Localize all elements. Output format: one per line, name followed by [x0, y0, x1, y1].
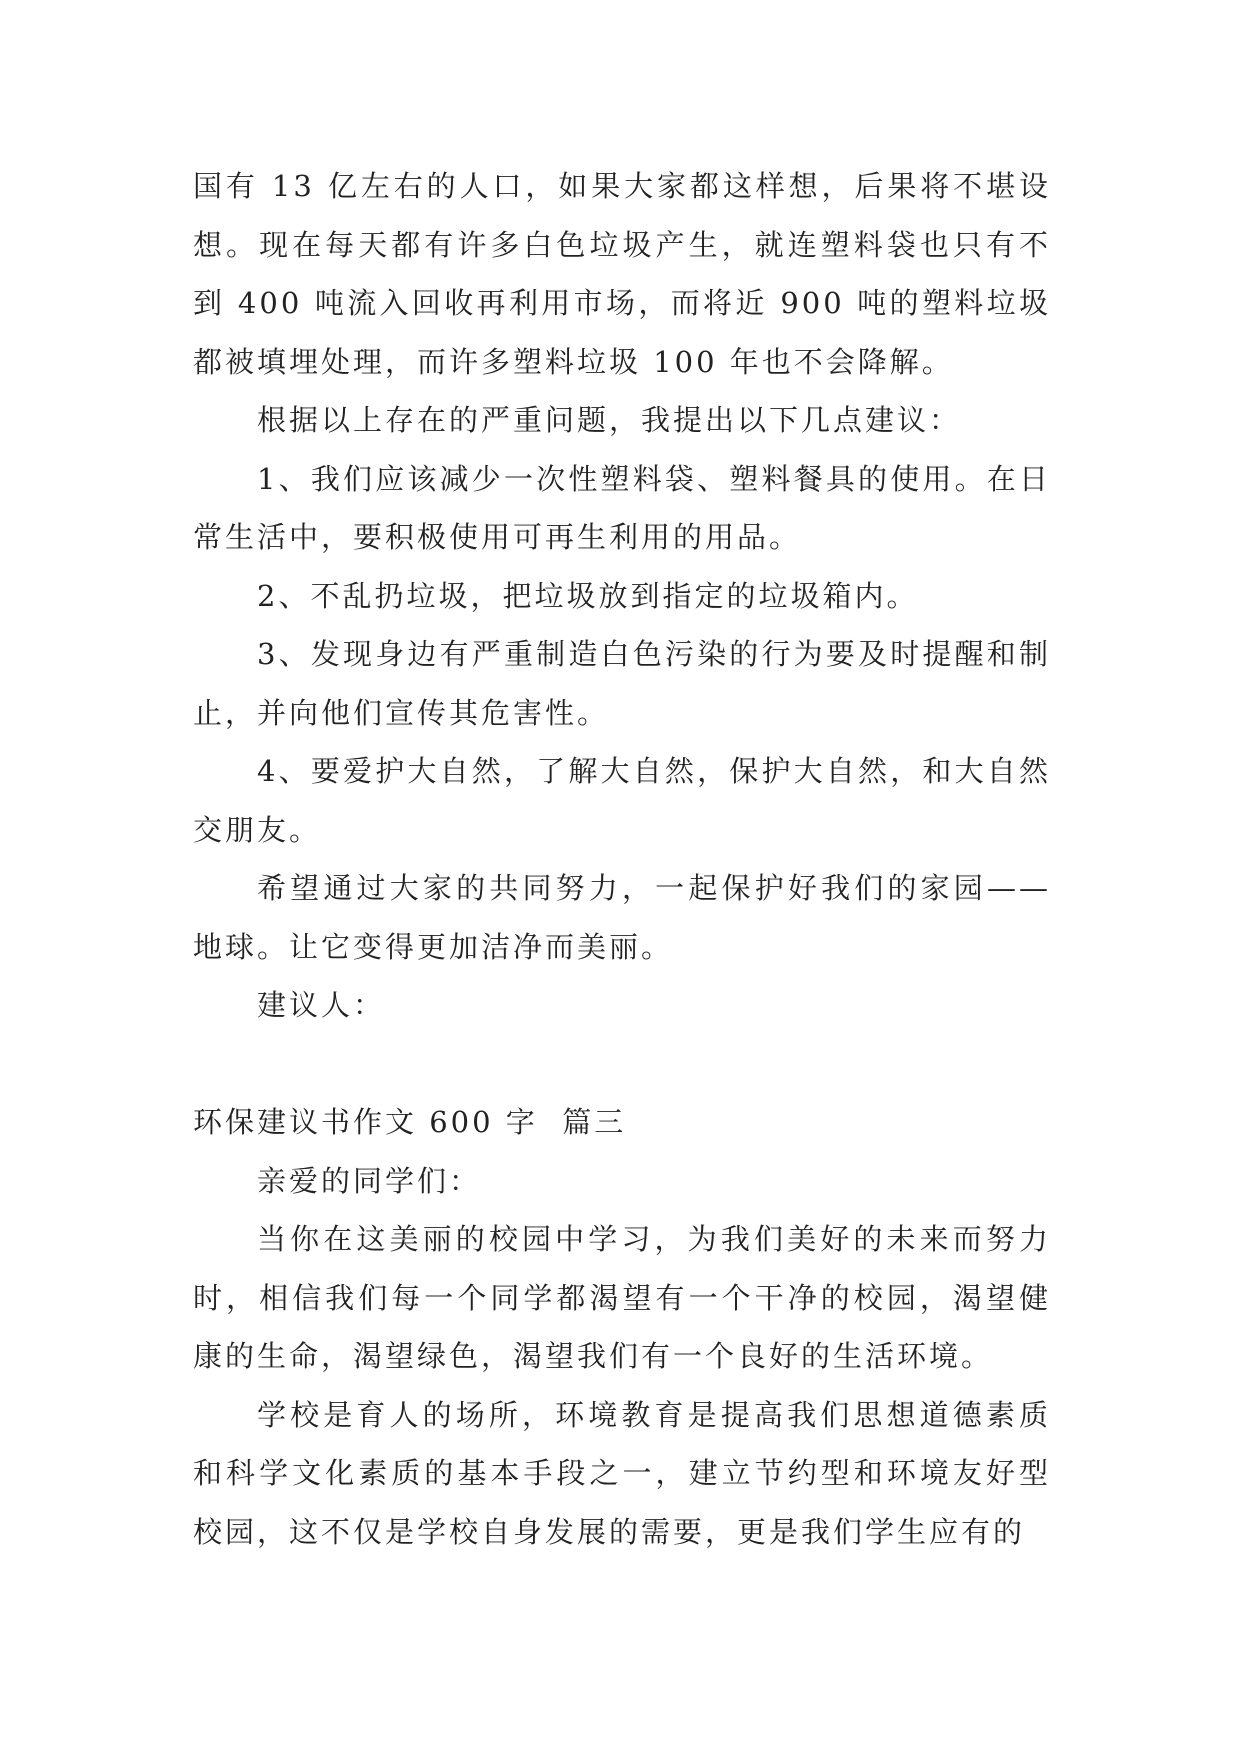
document-body [193, 157, 1051, 1561]
suggestion-item: 2、不乱扔垃圾，把垃圾放到指定的垃圾箱内。 [257, 578, 919, 613]
section-heading: 环保建议书作文 600 字 篇三 [193, 1105, 627, 1139]
paragraph: 国有 13 亿左右的人口，如果大家都这样想，后果将不堪设想。现在每天都有许多白色垃圾产生，就连塑料袋也只有不到 400 吨流入回收再利用市场，而将近 900 吨的塑料垃圾都被填埋处理，而许多塑料垃圾 100 年也不会降解。 [193, 169, 1051, 379]
suggestion-item: 1、我们应该减少一次性塑料袋、塑料餐具的使用。在日常生活中，要积极使用可再生利用的用品。 [193, 461, 1051, 554]
signature-line: 建议人： [257, 988, 386, 1022]
salutation: 亲爱的同学们： [257, 1163, 482, 1198]
paragraph: 当你在这美丽的校园中学习，为我们美好的未来而努力时，相信我们每一个同学都渴望有一个干净的校园，渴望健康的生命，渴望绿色，渴望我们有一个良好的生活环境。 [193, 1222, 1051, 1373]
suggestion-item: 3、发现身边有严重制造白色污染的行为要及时提醒和制止，并向他们宣传其危害性。 [193, 637, 1051, 730]
section-spacer [193, 1035, 1051, 1094]
paragraph: 学校是育人的场所，环境教育是提高我们思想道德素质和科学文化素质的基本手段之一，建立节约型和环境友好型校园，这不仅是学校自身发展的需要，更是我们学生应有的 [193, 1397, 1051, 1549]
paragraph: 根据以上存在的严重问题，我提出以下几点建议： [257, 403, 962, 437]
suggestion-item: 4、要爱护大自然，了解大自然，保护大自然，和大自然交朋友。 [193, 754, 1051, 847]
paragraph: 希望通过大家的共同努力，一起保护好我们的家园——地球。让它变得更加洁净而美丽。 [193, 871, 1051, 964]
